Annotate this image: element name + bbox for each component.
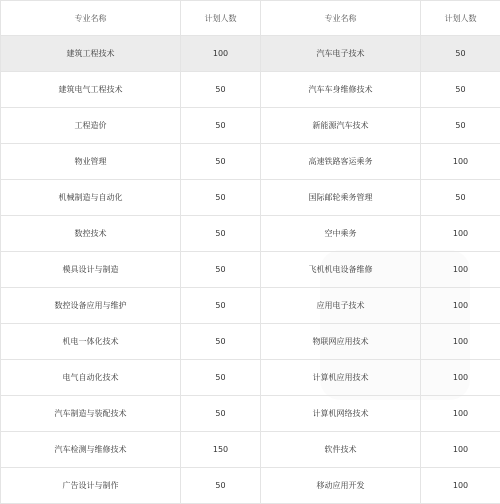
cell-major-right: 高速铁路客运乘务 bbox=[261, 144, 421, 180]
cell-major-right: 空中乘务 bbox=[261, 216, 421, 252]
header-row bbox=[1, 1, 500, 36]
table-row bbox=[1, 432, 500, 468]
cell-major-right: 国际邮轮乘务管理 bbox=[261, 180, 421, 216]
cell-major-left: 建筑工程技术 bbox=[1, 36, 181, 72]
table-row bbox=[1, 288, 500, 324]
cell-count-left: 50 bbox=[181, 360, 261, 396]
table-row bbox=[1, 360, 500, 396]
cell-count-left: 100 bbox=[181, 36, 261, 72]
cell-major-right: 新能源汽车技术 bbox=[261, 108, 421, 144]
cell-count-left: 50 bbox=[181, 396, 261, 432]
cell-major-left: 数控技术 bbox=[1, 216, 181, 252]
cell-major-right: 汽车电子技术 bbox=[261, 36, 421, 72]
header-major-left: 专业名称 bbox=[1, 1, 181, 36]
cell-count-right: 100 bbox=[421, 432, 500, 468]
cell-major-left: 工程造价 bbox=[1, 108, 181, 144]
cell-count-left: 50 bbox=[181, 108, 261, 144]
cell-major-left: 汽车检测与维修技术 bbox=[1, 432, 181, 468]
cell-count-right: 50 bbox=[421, 72, 500, 108]
cell-count-right: 100 bbox=[421, 468, 500, 504]
cell-count-right: 100 bbox=[421, 324, 500, 360]
header-count-left: 计划人数 bbox=[181, 1, 261, 36]
table-header bbox=[1, 1, 500, 36]
cell-major-left: 电气自动化技术 bbox=[1, 360, 181, 396]
cell-count-left: 50 bbox=[181, 72, 261, 108]
cell-count-left: 50 bbox=[181, 144, 261, 180]
table-row bbox=[1, 468, 500, 504]
header-major-right: 专业名称 bbox=[261, 1, 421, 36]
cell-count-left: 150 bbox=[181, 432, 261, 468]
table-row bbox=[1, 72, 500, 108]
cell-major-left: 数控设备应用与维护 bbox=[1, 288, 181, 324]
cell-major-left: 广告设计与制作 bbox=[1, 468, 181, 504]
table-row bbox=[1, 36, 500, 72]
cell-count-right: 50 bbox=[421, 180, 500, 216]
cell-major-left: 建筑电气工程技术 bbox=[1, 72, 181, 108]
cell-major-right: 飞机机电设备维修 bbox=[261, 252, 421, 288]
table-row bbox=[1, 396, 500, 432]
cell-count-right: 100 bbox=[421, 396, 500, 432]
table-row bbox=[1, 144, 500, 180]
cell-count-left: 50 bbox=[181, 252, 261, 288]
cell-count-left: 50 bbox=[181, 324, 261, 360]
cell-major-left: 模具设计与制造 bbox=[1, 252, 181, 288]
cell-count-left: 50 bbox=[181, 180, 261, 216]
cell-major-right: 汽车车身维修技术 bbox=[261, 72, 421, 108]
cell-major-left: 物业管理 bbox=[1, 144, 181, 180]
cell-major-right: 移动应用开发 bbox=[261, 468, 421, 504]
table-row bbox=[1, 180, 500, 216]
cell-major-right: 软件技术 bbox=[261, 432, 421, 468]
cell-major-left: 机电一体化技术 bbox=[1, 324, 181, 360]
cell-count-left: 50 bbox=[181, 468, 261, 504]
cell-count-right: 100 bbox=[421, 252, 500, 288]
cell-major-left: 汽车制造与装配技术 bbox=[1, 396, 181, 432]
cell-count-right: 100 bbox=[421, 288, 500, 324]
table-body bbox=[1, 36, 500, 504]
cell-major-right: 应用电子技术 bbox=[261, 288, 421, 324]
table-row bbox=[1, 252, 500, 288]
cell-count-left: 50 bbox=[181, 288, 261, 324]
cell-major-left: 机械制造与自动化 bbox=[1, 180, 181, 216]
cell-count-right: 50 bbox=[421, 108, 500, 144]
header-count-right: 计划人数 bbox=[421, 1, 500, 36]
table-row bbox=[1, 324, 500, 360]
cell-major-right: 物联网应用技术 bbox=[261, 324, 421, 360]
cell-count-right: 100 bbox=[421, 144, 500, 180]
table-row bbox=[1, 108, 500, 144]
cell-major-right: 计算机应用技术 bbox=[261, 360, 421, 396]
cell-major-right: 计算机网络技术 bbox=[261, 396, 421, 432]
cell-count-right: 100 bbox=[421, 360, 500, 396]
cell-count-right: 100 bbox=[421, 216, 500, 252]
cell-count-right: 50 bbox=[421, 36, 500, 72]
table-row bbox=[1, 216, 500, 252]
cell-count-left: 50 bbox=[181, 216, 261, 252]
